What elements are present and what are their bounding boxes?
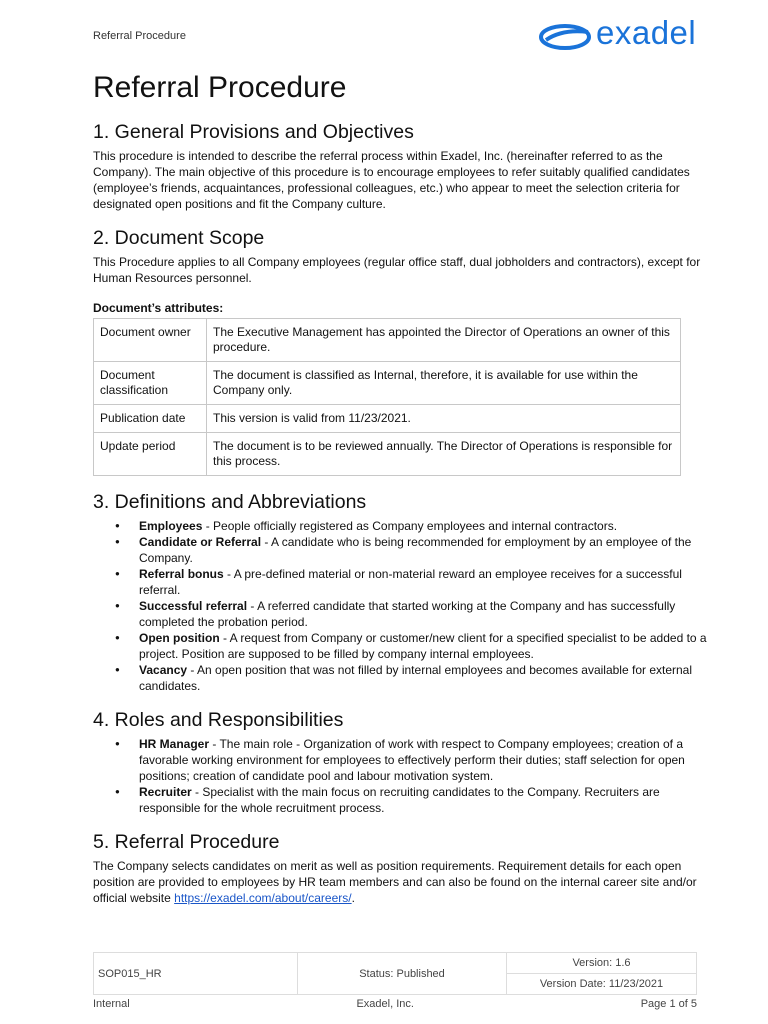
section-heading: 3. Definitions and Abbreviations xyxy=(93,491,367,513)
list-item xyxy=(93,630,723,662)
term: Employees xyxy=(139,519,203,533)
attr-key: Document classification xyxy=(94,362,207,405)
definition: - A pre-defined material or non-material reward an employee receives for a successful referral. xyxy=(139,567,682,597)
list-item xyxy=(93,598,723,630)
section-text: This Procedure applies to all Company employees (regular office staff, dual jobholders and contractors), except for Human Resources personnel. xyxy=(93,255,701,285)
table-row xyxy=(94,433,681,476)
section-heading: 2. Document Scope xyxy=(93,227,265,249)
exadel-swoosh-icon xyxy=(538,22,592,52)
text-before-link: The Company selects candidates on merit as well as position requirements. Requirement details for each open position are provided to employees by HR team members and can also be found on the internal career site and/or official website xyxy=(93,859,697,905)
attr-key: Document owner xyxy=(94,319,207,362)
attr-key: Update period xyxy=(94,433,207,476)
term: Open position xyxy=(139,631,220,645)
footer-bottom-row xyxy=(93,998,697,1010)
term: Candidate or Referral xyxy=(139,535,262,549)
document-title: Referral Procedure xyxy=(93,71,347,104)
careers-link[interactable]: https://exadel.com/about/careers/ xyxy=(174,891,352,905)
section-text xyxy=(93,858,723,906)
table-row xyxy=(94,319,681,362)
page-number: Page 1 of 5 xyxy=(640,998,697,1010)
doc-version: Version: 1.6 xyxy=(507,953,697,974)
attr-value: The document is classified as Internal, therefore, it is available for use within the Company only. xyxy=(207,362,681,405)
section-text: This procedure is intended to describe the referral process within Exadel, Inc. (hereinafter referred to as the Company). The main objective of this procedure is to encourage employees to refer suitably qualified candidates (employee’s friends, acquaintances, professional colleagues, etc.) who appear to meet the selection criteria for designated open positions and fit the Company culture. xyxy=(93,149,690,211)
definition: - A candidate who is being recommended for employment by an employee of the Company. xyxy=(139,535,692,565)
definitions-list xyxy=(93,518,723,694)
section-heading: 5. Referral Procedure xyxy=(93,831,280,853)
list-item xyxy=(93,662,723,694)
section-definitions xyxy=(93,490,723,694)
definition: - Specialist with the main focus on recruiting candidates to the Company. Recruiters are responsible for the whole recruitment process. xyxy=(139,785,660,815)
section-referral-procedure xyxy=(93,830,723,906)
page-footer xyxy=(93,952,697,1010)
definition: - A request from Company or customer/new client for a specified specialist to be added to a project. Position are supposed to be filled by company internal employees. xyxy=(139,631,707,661)
company-name: Exadel, Inc. xyxy=(356,998,414,1010)
section-roles xyxy=(93,708,723,816)
attr-value: The Executive Management has appointed the Director of Operations an owner of this procedure. xyxy=(207,319,681,362)
term: Successful referral xyxy=(139,599,248,613)
definition: - A referred candidate that started working at the Company and has successfully completed the probation period. xyxy=(139,599,676,629)
table-row xyxy=(94,362,681,405)
classification: Internal xyxy=(93,998,130,1010)
attr-value: The document is to be reviewed annually. The Director of Operations is responsible for this process. xyxy=(207,433,681,476)
term: HR Manager xyxy=(139,737,210,751)
list-item xyxy=(93,534,723,566)
attributes-table xyxy=(93,318,681,476)
text-after-link: . xyxy=(351,891,355,905)
document-body xyxy=(93,68,723,920)
list-item xyxy=(93,784,723,816)
doc-version-date: Version Date: 11/23/2021 xyxy=(507,974,697,995)
section-document-scope xyxy=(93,226,723,476)
definition: - The main role - Organization of work with respect to Company employees; creation of a favorable working environment for employees to effectively perform their duties; staff selection for open positions; creation of candidate pool and labour motivation system. xyxy=(139,737,685,783)
attr-value: This version is valid from 11/23/2021. xyxy=(207,405,681,433)
term: Referral bonus xyxy=(139,567,224,581)
section-heading: 1. General Provisions and Objectives xyxy=(93,121,414,143)
section-heading: 4. Roles and Responsibilities xyxy=(93,709,344,731)
table-row xyxy=(94,405,681,433)
header-title: Referral Procedure xyxy=(93,30,186,42)
definition: - An open position that was not filled by internal employees and becomes available for external candidates. xyxy=(139,663,693,693)
attributes-label: Document’s attributes: xyxy=(93,301,224,315)
list-item xyxy=(93,566,723,598)
list-item xyxy=(93,736,723,784)
section-general-provisions xyxy=(93,120,723,212)
doc-code: SOP015_HR xyxy=(94,953,298,995)
logo-text: exadel xyxy=(596,14,697,51)
list-item xyxy=(93,518,723,534)
term: Vacancy xyxy=(139,663,188,677)
definition: - People officially registered as Company employees and internal contractors. xyxy=(202,519,618,533)
term: Recruiter xyxy=(139,785,192,799)
doc-status: Status: Published xyxy=(298,953,507,995)
roles-list xyxy=(93,736,723,816)
footer-table xyxy=(93,952,697,995)
attr-key: Publication date xyxy=(94,405,207,433)
exadel-logo xyxy=(538,14,718,54)
